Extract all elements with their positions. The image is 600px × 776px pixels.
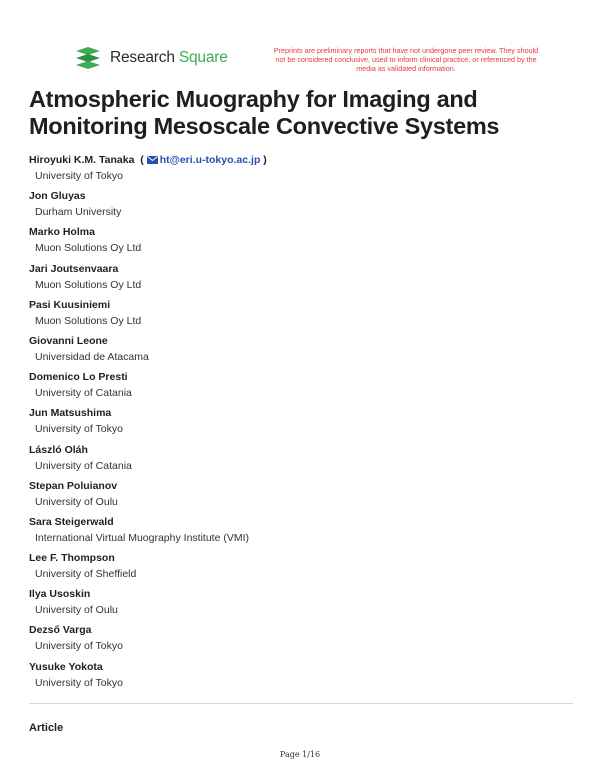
author-entry — [29, 189, 569, 225]
logo-text — [110, 49, 228, 67]
author-name: Jon Gluyas — [29, 190, 86, 203]
author-name: Sara Steigerwald — [29, 515, 114, 528]
author-entry — [29, 225, 569, 261]
author-affiliation: Durham University — [35, 206, 122, 219]
logo-text-square: Square — [178, 49, 228, 66]
author-name: Dezső Varga — [29, 624, 92, 637]
author-affiliation: Muon Solutions Oy Ltd — [35, 278, 142, 291]
author-entry — [29, 153, 569, 189]
author-affiliation: University of Sheffield — [35, 568, 137, 581]
author-list — [29, 153, 569, 696]
author-entry — [29, 334, 569, 370]
author-affiliation: International Virtual Muography Institute (VMI) — [35, 531, 249, 544]
author-affiliation: University of Tokyo — [35, 170, 123, 182]
author-name: Marko Holma — [29, 226, 95, 239]
author-name: Yusuke Yokota — [29, 660, 103, 673]
author-name — [29, 153, 569, 169]
research-square-logo[interactable] — [74, 46, 228, 70]
author-affiliation: Universidad de Atacama — [35, 350, 149, 363]
author-affiliation: University of Tokyo — [35, 640, 123, 653]
article-type-label: Article — [29, 722, 64, 734]
preprint-notice: Preprints are preliminary reports that have not undergone peer review. They should not be considered conclusive, used to inform clinical practice, or referenced by the media as validated information. — [273, 46, 539, 73]
author-name: Lee F. Thompson — [29, 552, 115, 565]
paper-title: Atmospheric Muography for Imaging and Monitoring Mesoscale Convective Systems — [29, 86, 500, 139]
author-affiliation: University of Tokyo — [35, 423, 123, 436]
mail-icon — [147, 156, 158, 164]
author-name: Pasi Kuusiniemi — [29, 298, 111, 311]
author-name: Jari Joutsenvaara — [29, 262, 119, 275]
author-entry — [29, 587, 569, 623]
author-affiliation: University of Catania — [35, 459, 132, 472]
author-entry — [29, 443, 569, 479]
author-name: Ilya Usoskin — [29, 588, 91, 601]
author-affiliation: Muon Solutions Oy Ltd — [35, 242, 142, 255]
author-affiliation: University of Oulu — [35, 604, 118, 617]
author-entry — [29, 660, 569, 696]
page-number: Page 1/16 — [279, 750, 321, 759]
email-close-paren: ) — [263, 154, 267, 166]
author-entry — [29, 262, 569, 298]
research-square-logo-icon — [74, 46, 104, 70]
author-affiliation: University of Oulu — [35, 495, 118, 508]
author-entry — [29, 515, 569, 551]
author-entry — [29, 406, 569, 442]
logo-text-research: Research — [110, 49, 175, 66]
author-name: Domenico Lo Presti — [29, 371, 128, 384]
author-name: Stepan Poluianov — [29, 479, 118, 492]
author-name: Jun Matsushima — [29, 407, 112, 420]
section-divider — [29, 703, 573, 704]
author-affiliation: University of Catania — [35, 387, 132, 400]
author-entry — [29, 551, 569, 587]
page-header — [74, 46, 544, 76]
author-entry — [29, 479, 569, 515]
author-name: László Oláh — [29, 443, 88, 456]
author-name-text: Hiroyuki K.M. Tanaka — [29, 154, 135, 166]
email-open-paren: ( — [140, 154, 144, 166]
email-link[interactable]: ht@eri.u-tokyo.ac.jp — [159, 154, 261, 166]
author-entry — [29, 298, 569, 334]
author-name: Giovanni Leone — [29, 334, 108, 347]
author-affiliation: University of Tokyo — [35, 676, 123, 689]
author-entry — [29, 370, 569, 406]
author-entry — [29, 623, 569, 659]
author-affiliation: Muon Solutions Oy Ltd — [35, 314, 142, 327]
corresponding-email — [137, 154, 266, 166]
